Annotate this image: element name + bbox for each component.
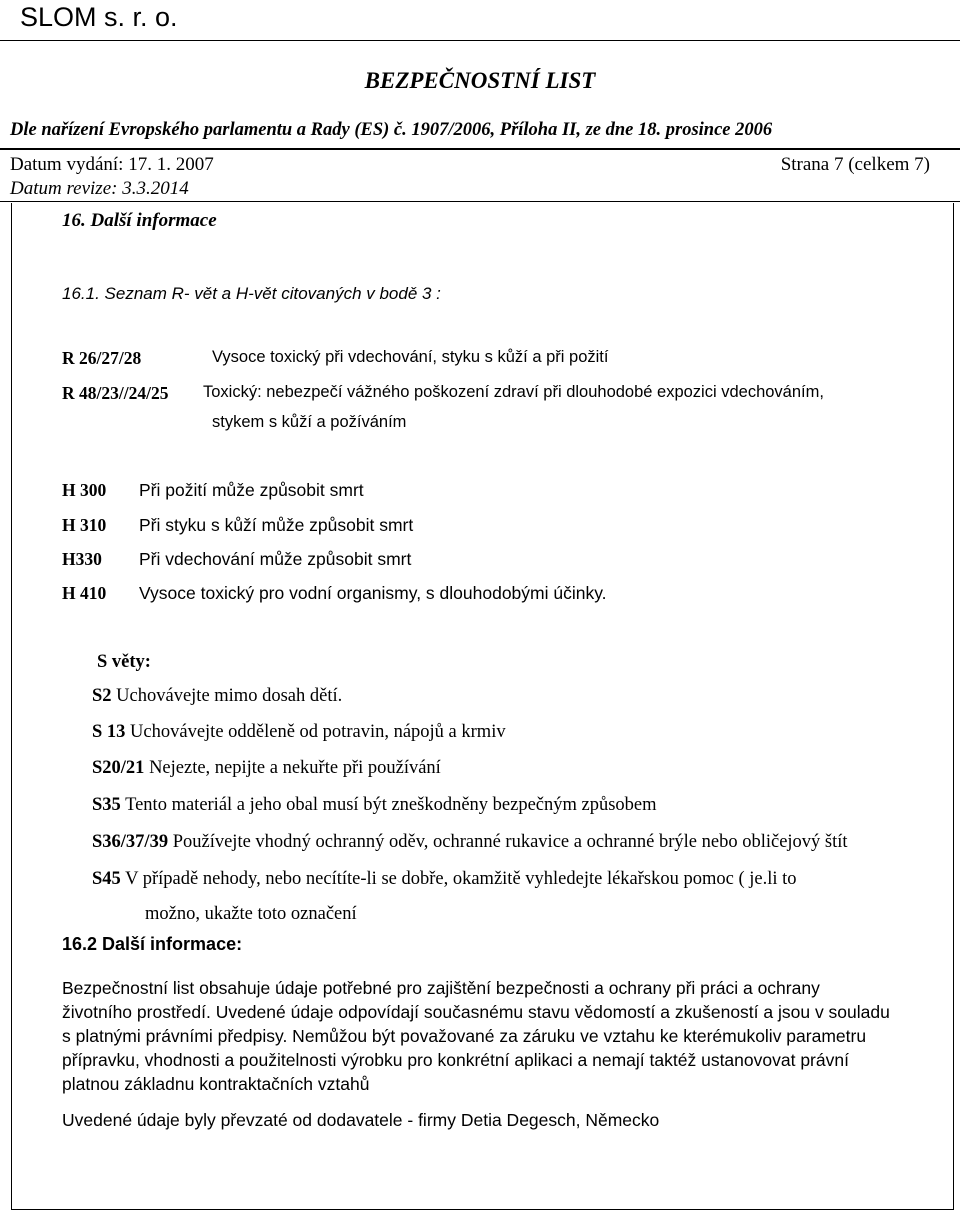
r-phrase-text: Toxický: nebezpečí vážného poškození zdraví při dlouhodobé expozici vdechováním,	[203, 383, 824, 401]
document-title: BEZPEČNOSTNÍ LIST	[364, 68, 596, 93]
s-phrase-text-continued: možno, ukažte toto označení	[145, 904, 357, 924]
info-line: s platnými právními předpisy. Nemůžou být považované za záruku ve vztahu ke kterémukoliv parametru	[62, 1026, 867, 1046]
date-revised: Datum revize: 3.3.2014	[10, 178, 189, 199]
s-phrase	[92, 758, 441, 779]
h-phrase-text: Při požití může způsobit smrt	[139, 480, 364, 500]
s-phrase-text: Používejte vhodný ochranný oděv, ochranné rukavice a ochranné brýle nebo obličejový štít	[168, 832, 848, 852]
header-rule	[0, 40, 960, 41]
s-phrase	[92, 832, 848, 853]
info-line: platnou základnu kontraktačních vztahů	[62, 1074, 370, 1094]
r-phrase-text-continued: stykem s kůží a požíváním	[212, 413, 407, 431]
s-phrase-code: S36/37/39	[92, 832, 169, 852]
s-phrase-text: Tento materiál a jeho obal musí být zneškodněny bezpečným způsobem	[120, 795, 657, 815]
section-rule	[0, 201, 960, 202]
regulation-rule	[0, 148, 960, 150]
h-phrase-text: Vysoce toxický pro vodní organismy, s dlouhodobými účinky.	[139, 583, 607, 603]
s-phrase	[92, 722, 506, 743]
info-title: 16.2 Další informace:	[62, 934, 243, 954]
h-phrase-code: H 300	[62, 480, 107, 500]
s-phrase-text: Uchovávejte mimo dosah dětí.	[111, 686, 343, 706]
regulation-line: Dle nařízení Evropského parlamentu a Rady (ES) č. 1907/2006, Příloha II, ze dne 18. prosince 2006	[10, 120, 773, 140]
info-paragraph	[62, 976, 952, 1096]
section-title: 16. Další informace	[62, 210, 217, 231]
h-phrase-code: H330	[62, 549, 102, 569]
r-phrase-code: R 26/27/28	[62, 348, 142, 368]
s-phrase-text: Uchovávejte odděleně od potravin, nápojů a krmiv	[125, 722, 506, 742]
s-phrase-code: S2	[92, 686, 112, 706]
s-phrase	[92, 869, 797, 890]
h-phrase-code: H 310	[62, 515, 107, 535]
s-phrase-text: V případě nehody, nebo necítíte-li se dobře, okamžitě vyhledejte lékařskou pomoc ( je.li to	[120, 869, 797, 889]
h-phrase-text: Při styku s kůží může způsobit smrt	[139, 515, 414, 535]
info-line: životního prostředí. Uvedené údaje odpovídají současnému stavu vědomostí a zkušeností a jsou v souladu	[62, 1002, 890, 1022]
s-phrase-code: S45	[92, 869, 121, 889]
s-phrases-heading: S věty:	[97, 652, 151, 672]
h-phrase-code: H 410	[62, 583, 107, 603]
r-phrase-code: R 48/23//24/25	[62, 383, 169, 403]
company-name: SLOM s. r. o.	[20, 2, 178, 32]
date-issued: Datum vydání: 17. 1. 2007	[10, 154, 214, 175]
section-subtitle: 16.1. Seznam R- vět a H-vět citovaných v bodě 3 :	[62, 284, 441, 303]
s-phrase-code: S20/21	[92, 758, 145, 778]
source-note: Uvedené údaje byly převzaté od dodavatele - firmy Detia Degesch, Německo	[62, 1110, 660, 1130]
s-phrase	[92, 686, 342, 707]
s-phrase-text: Nejezte, nepijte a nekuřte při používání	[144, 758, 441, 778]
info-line: Bezpečnostní list obsahuje údaje potřebné pro zajištění bezpečnosti a ochrany při práci a ochrany	[62, 978, 820, 998]
s-phrase	[92, 795, 657, 816]
s-phrase-code: S 13	[92, 722, 126, 742]
r-phrase-text: Vysoce toxický při vdechování, styku s kůží a při požití	[212, 348, 609, 366]
s-phrase-code: S35	[92, 795, 121, 815]
page-number: Strana 7 (celkem 7)	[780, 154, 930, 175]
h-phrase-text: Při vdechování může způsobit smrt	[139, 549, 412, 569]
info-line: přípravku, vhodnosti a použitelnosti výrobku pro konkrétní aplikaci a nemají taktéž ustanovovat právní	[62, 1050, 849, 1070]
